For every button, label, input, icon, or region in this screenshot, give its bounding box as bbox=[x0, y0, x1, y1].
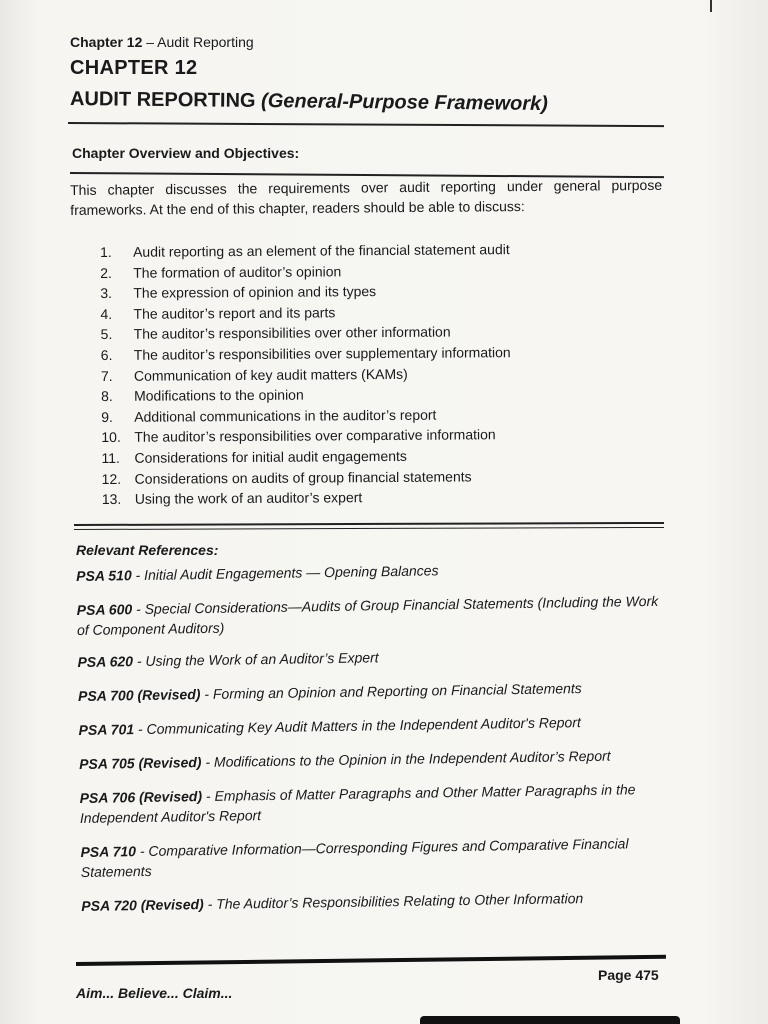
list-item: 10. The auditor’s responsibilities over comparative information bbox=[101, 426, 496, 446]
list-item: 7. Communication of key audit matters (KAMs) bbox=[100, 365, 408, 384]
reference-item: PSA 510 - Initial Audit Engagements — Opening Balances bbox=[76, 562, 439, 584]
page-number: Page 475 bbox=[598, 967, 659, 983]
chapter-title-framework: (General-Purpose Framework) bbox=[261, 90, 548, 116]
running-head bbox=[70, 34, 254, 50]
list-item: 2. The formation of auditor’s opinion bbox=[100, 262, 342, 281]
reference-item: PSA 705 (Revised) - Modifications to the Opinion in the Independent Auditor’s Report bbox=[78, 747, 611, 772]
reference-item: PSA 700 (Revised) - Forming an Opinion and Reporting on Financial Statements bbox=[77, 680, 582, 704]
list-item: 13. Using the work of an auditor’s expert bbox=[101, 489, 363, 508]
footer-tagline: Aim... Believe... Claim... bbox=[76, 985, 233, 1001]
reference-item: PSA 720 (Revised) - The Auditor’s Responsibilities Relating to Other Information bbox=[81, 890, 584, 914]
chapter-title bbox=[70, 88, 548, 116]
references-top-rule-inner bbox=[74, 527, 664, 530]
list-item: 11. Considerations for initial audit engagements bbox=[101, 447, 407, 466]
list-item: 8. Modifications to the opinion bbox=[101, 386, 304, 405]
list-item: 5. The auditor’s responsibilities over other information bbox=[100, 323, 451, 343]
footer-rule bbox=[76, 955, 666, 966]
chapter-number: CHAPTER 12 bbox=[70, 57, 198, 79]
list-item: 3. The expression of opinion and its types bbox=[100, 283, 377, 302]
references-top-rule bbox=[74, 522, 664, 526]
list-item: 1. Audit reporting as an element of the financial statement audit bbox=[100, 241, 510, 260]
running-head-chapter: Chapter 12 bbox=[70, 34, 143, 50]
intro-paragraph: This chapter discusses the requirements over audit reporting under general purpose frameworks. At the end of this chapter, readers should be able to discuss: bbox=[70, 176, 663, 218]
reference-item: PSA 600 - Special Considerations—Audits of Group Financial Statements (Including the Work of Component Auditors) bbox=[76, 592, 659, 638]
page-bottom-edge bbox=[420, 1016, 680, 1024]
page-edge-mark bbox=[710, 0, 712, 12]
title-underline bbox=[68, 122, 664, 127]
objectives-list bbox=[100, 241, 512, 512]
list-item: 12. Considerations on audits of group financial statements bbox=[101, 467, 472, 487]
reference-item: PSA 706 (Revised) - Emphasis of Matter Paragraphs and Other Matter Paragraphs in the Independent Auditor's Report bbox=[79, 781, 636, 826]
running-head-subtitle: – Audit Reporting bbox=[142, 34, 254, 50]
references-list bbox=[76, 557, 671, 916]
list-item: 6. The auditor’s responsibilities over supplementary information bbox=[100, 344, 511, 363]
overview-heading: Chapter Overview and Objectives: bbox=[72, 145, 300, 161]
reference-item: PSA 701 - Communicating Key Audit Matters in the Independent Auditor's Report bbox=[78, 714, 581, 738]
reference-item: PSA 620 - Using the Work of an Auditor’s Expert bbox=[77, 649, 379, 670]
list-item: 4. The auditor’s report and its parts bbox=[100, 304, 336, 322]
list-item: 9. Additional communications in the auditor’s report bbox=[101, 406, 437, 425]
references-heading: Relevant References: bbox=[76, 542, 219, 558]
chapter-title-main: AUDIT REPORTING bbox=[69, 88, 262, 113]
reference-item: PSA 710 - Comparative Information—Corresponding Figures and Comparative Financial Statements bbox=[80, 835, 629, 880]
